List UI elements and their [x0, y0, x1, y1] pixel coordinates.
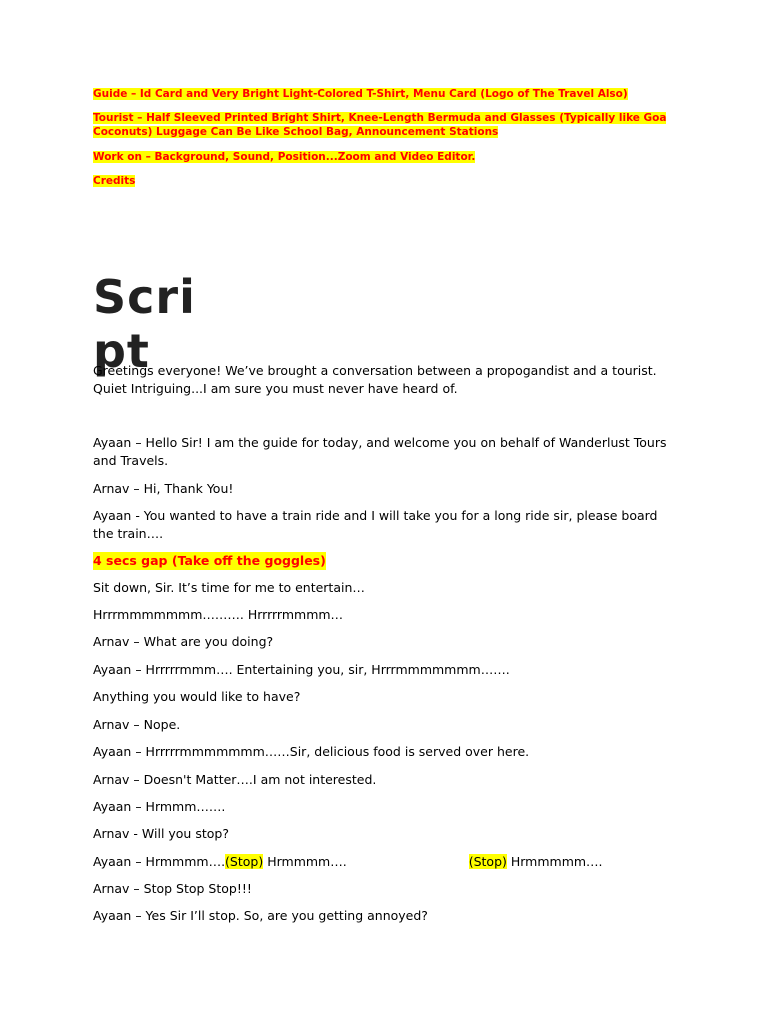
note-guide: Guide – Id Card and Very Bright Light-Colored T-Shirt, Menu Card (Logo of The Travel Also): [93, 88, 628, 100]
line-ayaan-hrmmm: Ayaan – Hrmmm…….: [93, 799, 226, 814]
stop-cue-2: (Stop): [468, 854, 507, 869]
line-ayaan-food: Ayaan – Hrrrrrmmmmmmm……Sir, delicious food is served over here.: [93, 744, 530, 759]
line-hrrr: Hrrrmmmmmmm………. Hrrrrrmmmm…: [93, 607, 344, 622]
line-arnav-stop-stop: Arnav – Stop Stop Stop!!!: [93, 881, 252, 896]
line-ayaan-stop: Ayaan – Hrmmmm….(Stop) Hrmmmm…. (Stop) Hrmmmmm….: [93, 854, 603, 869]
intro-paragraph: Greetings everyone! We’ve brought a conversation between a propogandist and a tourist. Quiet Intriguing...I am sure you must never have heard of.: [93, 363, 657, 396]
script-title: Script: [93, 270, 196, 378]
line-ayaan-entertaining: Ayaan – Hrrrrrmmm…. Entertaining you, sir, Hrrrmmmmmmm…….: [93, 662, 510, 677]
line-arnav-will-you-stop: Arnav - Will you stop?: [93, 826, 229, 841]
line-ayaan-train: Ayaan - You wanted to have a train ride and I will take you for a long ride sir, please board the train….: [93, 508, 658, 541]
note-credits: Credits: [93, 175, 136, 187]
gap-direction: 4 secs gap (Take off the goggles): [93, 553, 326, 568]
line-arnav-hi: Arnav – Hi, Thank You!: [93, 481, 234, 496]
line-arnav-nope: Arnav – Nope.: [93, 717, 181, 732]
line-arnav-doesnt-matter: Arnav – Doesn't Matter….I am not interested.: [93, 772, 377, 787]
stop-cue-1: (Stop): [225, 854, 264, 869]
line-ayaan-hello: Ayaan – Hello Sir! I am the guide for today, and welcome you on behalf of Wanderlust Tours and Travels.: [93, 435, 667, 468]
note-tourist: Tourist – Half Sleeved Printed Bright Shirt, Knee-Length Bermuda and Glasses (Typically like Goa Coconuts) Luggage Can Be Like School Bag, Announcement Stations: [93, 112, 667, 138]
line-arnav-what: Arnav – What are you doing?: [93, 634, 274, 649]
line-anything: Anything you would like to have?: [93, 689, 301, 704]
note-work-on: Work on – Background, Sound, Position...Zoom and Video Editor.: [93, 151, 476, 163]
line-ayaan-annoyed: Ayaan – Yes Sir I’ll stop. So, are you getting annoyed?: [93, 908, 428, 923]
line-sit-down: Sit down, Sir. It’s time for me to entertain…: [93, 580, 365, 595]
